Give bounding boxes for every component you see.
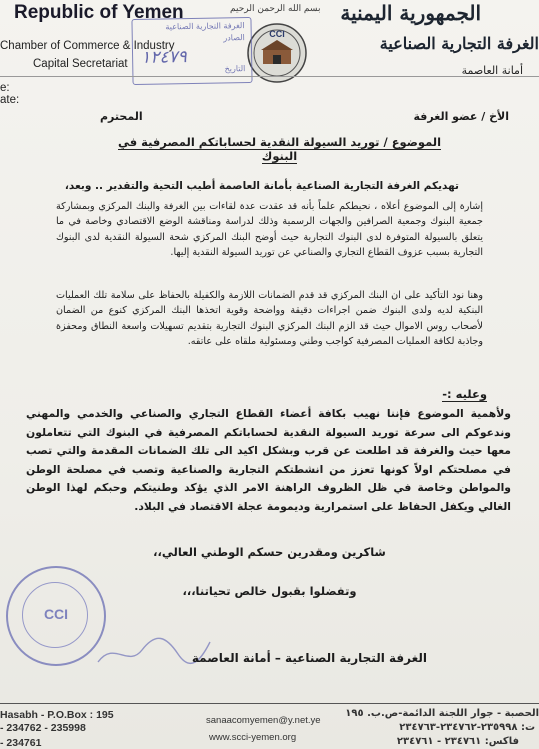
header-ar-secretariat: أمانة العاصمة: [461, 64, 523, 77]
chamber-logo-icon: [246, 22, 308, 84]
therefore-text: وعليه :-: [442, 387, 487, 401]
paragraph-1: إشارة إلى الموضوع أعلاه ، نحيطكم علماً بأنه قد عقدت عدة لقاءات بين الغرفة والبنك المركزي وبمشاركة جمعية البنوك وجمعية الصرافين والجهات الرسمية وذلك لدراسة ومناقشة الوضع الاقتصادي وخاصة في ما يتعلق بالسيولة المتوفرة لدى البنوك التجارية حيث أوضح البنك المركزي شحة السيولة النقدية لدى البنوك التجارية بسبب عزوف القطاع التجاري والصناعي عن توريد السيولة النقدية إليها.: [56, 201, 483, 259]
seal-text: CCI: [43, 606, 69, 622]
stamp-line3: التاريخ: [224, 64, 246, 74]
header-ar-chamber: الغرفة التجارية الصناعية: [379, 34, 539, 53]
basmala: بسم الله الرحمن الرحيم: [230, 4, 321, 14]
greeting: تهديكم الغرفة التجارية الصناعية بأمانة العاصمة أطيب التحية والتقدير .. وبعد،: [64, 180, 459, 192]
header-en-chamber: Chamber of Commerce & Industry: [0, 40, 175, 52]
subject-text: الموضوع / توريد السيولة النقدية لحساباتكم المصرفية في البنوك: [117, 135, 442, 163]
header-ar-title: الجمهورية اليمنية: [340, 1, 481, 25]
footer-address-en: Hasabh - P.O.Box : 195: [0, 709, 114, 721]
footer-phone-ar: ت: ٢٣٥٩٩٨-٢٣٤٧٦٢-٢٣٤٧٦٣: [399, 722, 535, 733]
footer-fax-en: - 234761: [0, 737, 42, 749]
closing-line: وتفضلوا بقبول خالص تحياتنا،،،: [182, 584, 357, 598]
paragraph-3: ولأهمية الموضوع فإننا نهيب بكافة أعضاء القطاع التجاري والصناعي والخدمي والمهني وندعوكم الى سرعة توريد السيولة النقدية لحساباتكم المصرفية في البنوك التي تتعاملون معها حيث والغرفة قد اطلعت عن قرب وبشكل اكيد الى تلك الضمانات المقدمة والتي تصب في مصلحتكم اولاً كونها تعزز من انشطتكم التجارية والصناعية وتصب في مصلحة الوطن والمواطن وخاصة في ظل الظروف الراهنة الامر الذي يؤكد وطنيتكم وحبكم لهذا الوطن الغالي ويكفل الحفاظ على استمرارية وديمومة عجلة الاقتصاد في البلاد.: [26, 407, 511, 513]
footer-email: sanaacomyemen@y.net.ye: [206, 715, 321, 726]
footer-divider: [0, 703, 539, 704]
header-en-secretariat: Capital Secretariat: [33, 58, 128, 70]
signatory: الغرفة التجارية الصناعية – أمانة العاصمة: [191, 651, 427, 665]
subject-line: [110, 135, 449, 163]
paragraph-2: وهنا نود التأكيد على ان البنك المركزي قد قدم الضمانات اللازمة والكفيلة بالحفاظ على سلامة تلك العمليات البنكية لديه ولدى البنوك ضمن اجراءات دقيقة وواضحة وقوية اتخذها البنك المركزي كنوع من الضمان لأصحاب روس الاموال حيث قد الزم البنك المركزي البنوك التجارية بتقديم تسهيلات واسعة النطاق ومحفزة وجاذبة لكافة العمليات المصرفية كواجب وطني ومسئولية ملقاه على عاتقه.: [56, 290, 483, 348]
footer-address-ar: الحصبة - جوار اللجنة الدائمة-ص.ب. ١٩٥: [345, 708, 539, 719]
stamp-line1: الغرفة التجارية الصناعية: [165, 21, 245, 32]
addressee-row: [100, 110, 509, 123]
official-seal: [6, 566, 106, 666]
therefore-heading: [442, 387, 487, 401]
addressee: الأخ / عضو الغرفة: [413, 110, 509, 123]
outgoing-stamp: [131, 17, 252, 85]
header-en-title: Republic of Yemen: [14, 2, 184, 23]
logo-text: CCI: [269, 29, 285, 39]
honorific: المحترم: [100, 110, 143, 123]
thanks-line: شاكرين ومقدرين حسكم الوطني العالي،،: [153, 545, 386, 559]
header-divider: [0, 76, 539, 77]
header-date-field: ate:: [0, 94, 20, 106]
footer-website: www.scci-yemen.org: [209, 732, 297, 743]
stamp-number: ١٢٤٧٩: [140, 47, 187, 68]
stamp-line2: الصادر: [223, 33, 245, 43]
footer-phone-en: - 234762 - 235998: [0, 722, 86, 734]
footer-fax-ar: فاكس: ٢٣٤٧٦١ - ٢٣٤٧٦١: [396, 736, 519, 747]
header-ref-field: e:: [0, 82, 10, 94]
